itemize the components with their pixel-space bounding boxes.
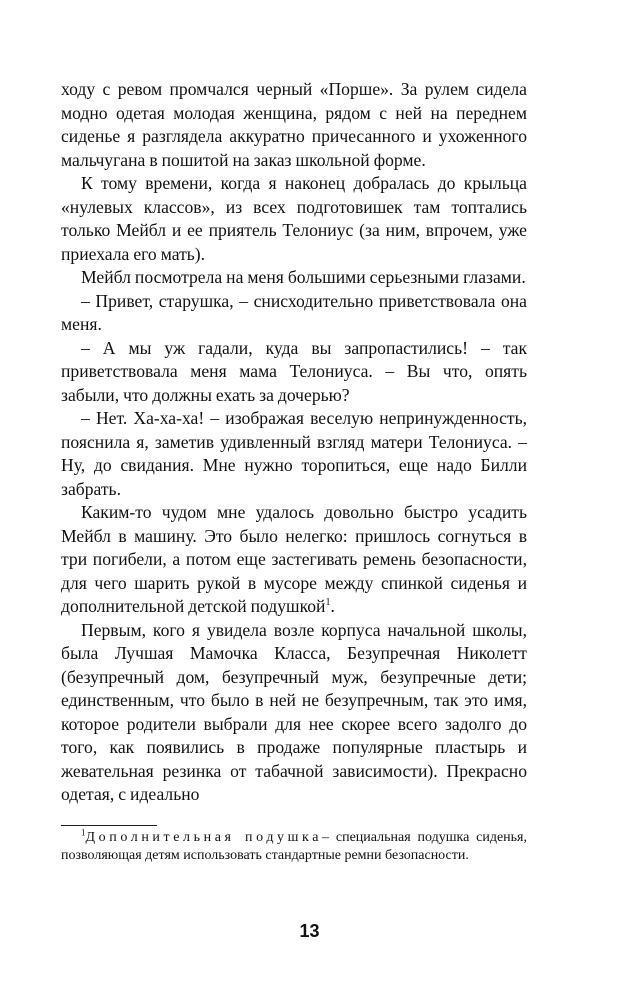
footnote-divider [61, 825, 157, 826]
paragraph-8: Первым, кого я увидела возле корпуса начальной школы, была Лучшая Мамочка Класса, Безупречная Николетт (безупречный дом, безупречный муж, безупречные дети; единственным, что было в ней не безупречным, так это имя, которое родители выбрали для нее скорее всего задолго до того, как появились в продаже популярные пластырь и жевательная резинка от табачной зависимости). Прекрасно одетая, с идеально [61, 619, 527, 804]
footnote-reference: 1 [325, 597, 331, 609]
footnote-definition: – специальная подушка сиденья, позволяющая детям использовать стандартные ремни безопасности. [61, 829, 527, 863]
paragraph-7-text: Каким-то чудом мне удалось довольно быстро усадить Мейбл в машину. Это было нелегко: пришлось согнуться в три погибели, а потом еще застегивать ремень безопасности, для чего шарить рукой в мусоре между спинкой сиденья и дополнительной детской подушкой [61, 502, 527, 616]
paragraph-1: ходу с ревом промчался черный «Порше». За рулем сидела модно одетая молодая женщина, рядом с ней на переднем сиденье я разглядела аккуратно причесанного и ухоженного мальчугана в пошитой на заказ школьной форме. [61, 79, 527, 170]
footnote-term: Дополнительная подушка [85, 829, 323, 845]
paragraph-4: – Привет, старушка, – снисходительно приветствовала она меня. [61, 290, 527, 334]
paragraph-5: – А мы уж гадали, куда вы запропастились! – так приветствовала меня мама Телониуса. – Вы что, опять забыли, что должны ехать за дочерью? [61, 337, 527, 405]
footnote-1 [61, 826, 527, 865]
book-page [61, 78, 527, 865]
main-text [61, 78, 527, 807]
paragraph-2: К тому времени, когда я наконец добралась до крыльца «нулевых классов», из всех подготовишек там топтались только Мейбл и ее приятель Телониус (за ним, впрочем, уже приехала его мать). [61, 173, 527, 264]
footnotes [61, 825, 527, 865]
paragraph-6: – Нет. Ха-ха-ха! – изображая веселую непринужденность, пояснила я, заметив удивленный взгляд матери Телониуса. – Ну, до свидания. Мне нужно торопиться, еще надо Билли забрать. [61, 408, 527, 499]
paragraph-3: Мейбл посмотрела на меня большими серьезными глазами. [81, 267, 526, 287]
footnote-number: 1 [81, 826, 86, 837]
page-number: 13 [299, 921, 320, 941]
paragraph-7: Каким-то чудом мне удалось довольно быстро усадить Мейбл в машину. Это было нелегко: пришлось согнуться в три погибели, а потом еще застегивать ремень безопасности, для чего шарить рукой в мусоре между спинкой сиденья и дополнительной детской подушкой$^1$. [61, 502, 527, 616]
